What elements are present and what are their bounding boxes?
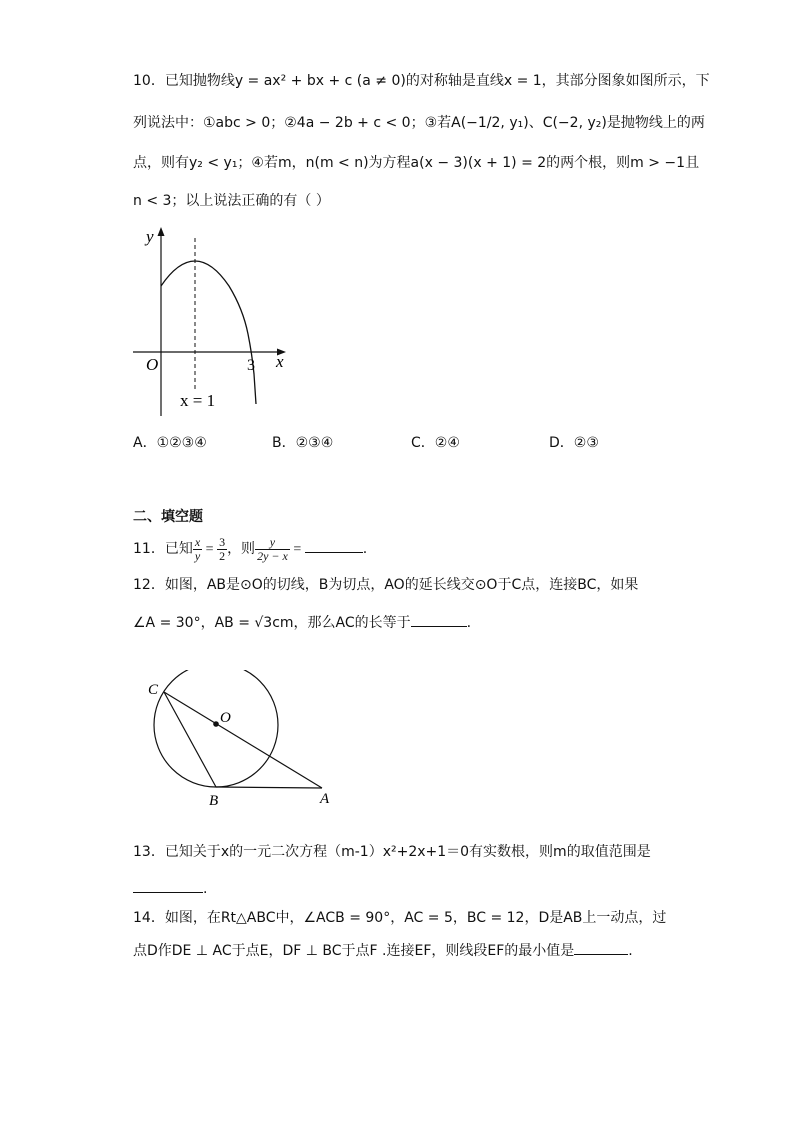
q14-suffix: . bbox=[628, 943, 633, 959]
segment-bc bbox=[164, 692, 216, 787]
choice-c[interactable] bbox=[411, 432, 460, 452]
choice-a-label: A． bbox=[133, 435, 157, 451]
segment-ca bbox=[164, 692, 322, 788]
q13-line-2 bbox=[133, 878, 207, 899]
y-axis-arrow bbox=[158, 227, 165, 236]
circle-o bbox=[154, 670, 278, 787]
q11-line bbox=[133, 535, 367, 564]
q11-f3-numerator: y bbox=[255, 536, 290, 550]
q11-f2-denominator: 2 bbox=[219, 548, 226, 563]
q10-line-2: 列说法中：①abc > 0；②4a − 2b + c < 0；③若A(−1/2, y₁)、C(−2, y₂)是抛物线上的两 bbox=[133, 115, 705, 131]
choice-a[interactable] bbox=[133, 432, 207, 452]
center-point-o bbox=[213, 721, 219, 727]
q11-answer-blank[interactable] bbox=[305, 538, 363, 553]
label-a: A bbox=[320, 791, 330, 807]
choice-b-value: ②③④ bbox=[295, 435, 334, 451]
circle-tangent-figure bbox=[140, 670, 340, 810]
q12-line-1: 12．如图，AB是⊙O的切线，B为切点，AO的延长线交⊙O于C点，连接BC，如果 bbox=[133, 577, 639, 593]
q11-f1-denominator: y bbox=[194, 548, 201, 563]
q11-equals-2: = bbox=[289, 542, 305, 557]
q14-line-1: 14．如图，在Rt△ABC中，∠ACB = 90°，AC = 5，BC = 12，D是AB上一动点，过 bbox=[133, 910, 667, 926]
y-label: y bbox=[146, 227, 154, 246]
symmetry-axis-label: x = 1 bbox=[180, 391, 216, 410]
q11-f3-denominator: 2y − x bbox=[257, 548, 288, 563]
q14-line-2-text: 点D作DE ⊥ AC于点E，DF ⊥ BC于点F .连接EF，则线段EF的最小值是 bbox=[133, 943, 575, 959]
root-label: 3 bbox=[247, 357, 255, 374]
q12-line-2 bbox=[133, 612, 471, 633]
choice-d-label: D． bbox=[549, 435, 574, 451]
choice-d[interactable] bbox=[549, 432, 599, 452]
section-title: 二、填空题 bbox=[133, 509, 203, 525]
q13-suffix: . bbox=[203, 881, 208, 897]
q11-fraction-2 bbox=[217, 536, 227, 563]
parabola-graph bbox=[128, 224, 298, 419]
origin-label: O bbox=[146, 355, 159, 374]
q12-suffix: . bbox=[466, 615, 472, 631]
label-b: B bbox=[209, 793, 219, 809]
label-o: O bbox=[220, 710, 231, 726]
label-c: C bbox=[148, 682, 159, 698]
choice-b[interactable] bbox=[272, 432, 333, 452]
q11-fraction-1 bbox=[193, 536, 202, 563]
parabola-curve bbox=[161, 261, 256, 404]
q10-line-1: 10．已知抛物线y = ax² + bx + c (a ≠ 0)的对称轴是直线x = 1，其部分图象如图所示，下 bbox=[133, 73, 710, 89]
choice-b-label: B． bbox=[272, 435, 296, 451]
q11-suffix: . bbox=[362, 541, 368, 557]
q12-answer-blank[interactable] bbox=[411, 612, 467, 627]
segment-ab bbox=[216, 787, 322, 788]
x-label: x bbox=[276, 352, 284, 371]
choice-c-label: C． bbox=[411, 435, 435, 451]
q14-line-2 bbox=[133, 940, 633, 961]
q11-fraction-3 bbox=[255, 536, 290, 563]
q10-line-4: n < 3；以上说法正确的有（ ） bbox=[133, 193, 330, 209]
q11-mid: ，则 bbox=[227, 541, 256, 557]
q11-f1-numerator: x bbox=[194, 534, 201, 549]
q13-line-1: 13．已知关于x的一元二次方程（m-1）x²+2x+1＝0有实数根，则m的取值范围是 bbox=[133, 844, 651, 860]
q12-line-2-text: ∠A = 30°，AB = √3cm，那么AC的长等于 bbox=[133, 615, 411, 631]
q11-f2-numerator: 3 bbox=[219, 534, 226, 549]
q13-answer-blank[interactable] bbox=[133, 878, 203, 893]
q11-prefix: 11．已知 bbox=[133, 541, 193, 557]
q11-equals-1: = bbox=[202, 542, 218, 557]
choice-d-value: ②③ bbox=[573, 435, 599, 451]
choice-a-value: ①②③④ bbox=[156, 435, 207, 451]
choice-c-value: ②④ bbox=[434, 435, 460, 451]
q14-answer-blank[interactable] bbox=[574, 940, 628, 955]
q10-line-3: 点，则有y₂ < y₁；④若m，n(m < n)为方程a(x − 3)(x + 1) = 2的两个根，则m > −1且 bbox=[133, 155, 700, 171]
